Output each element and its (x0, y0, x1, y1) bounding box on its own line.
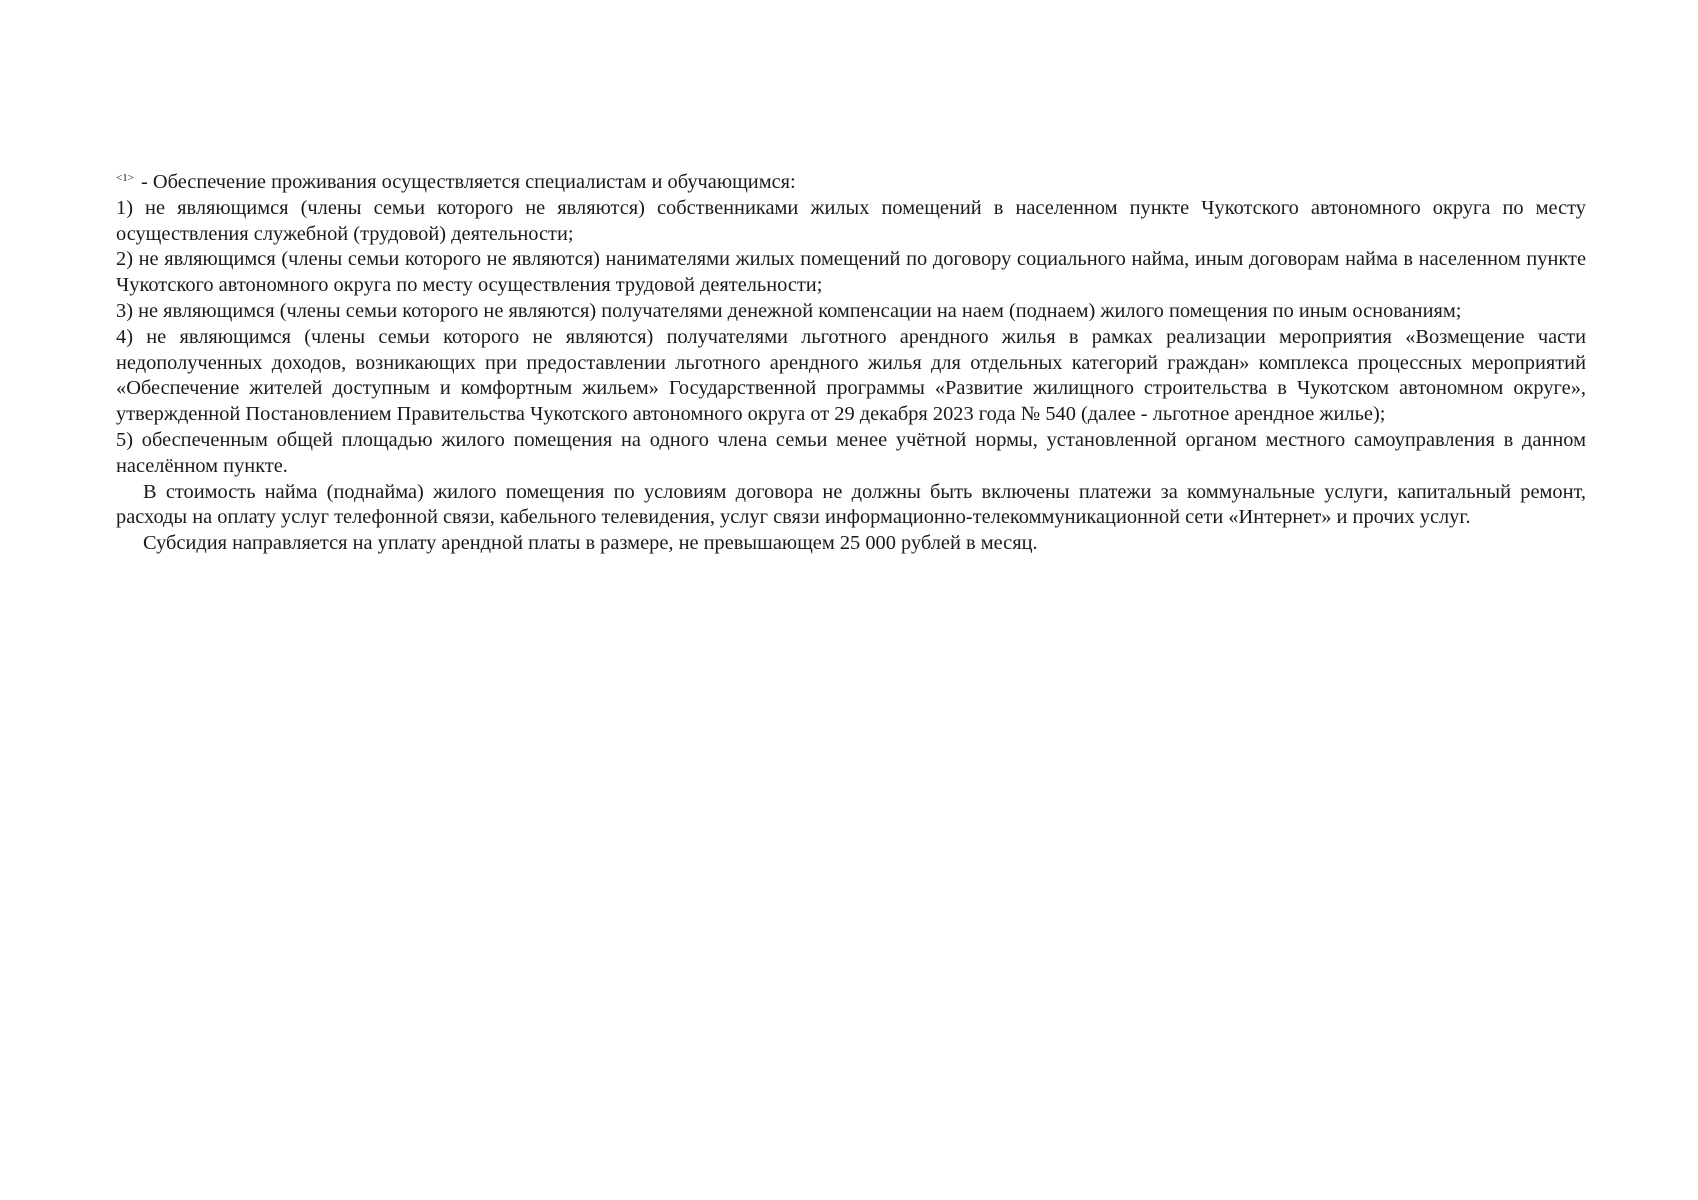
list-item-4: 4) не являющимся (члены семьи которого не являются) получателями льготного арендного жилья в рамках реализации мероприятия «Возмещение части недополученных доходов, возникающих при предоставлении льготного арендного жилья для отдельных категорий граждан» комплекса процессных мероприятий «Обеспечение жителей доступным и комфортным жильем» Государственной программы «Развитие жилищного строительства в Чукотском автономном округе», утвержденной Постановлением Правительства Чукотского автономного округа от 29 декабря 2023 года № 540 (далее - льготное арендное жилье); (116, 325, 1586, 426)
list-item-5: 5) обеспеченным общей площадью жилого помещения на одного члена семьи менее учётной нормы, установленной органом местного самоуправления в данном населённом пункте. (116, 428, 1586, 477)
footnote-mark: <1> (116, 172, 134, 184)
list-item-1: 1) не являющимся (члены семьи которого не являются) собственниками жилых помещений в населенном пункте Чукотского автономного округа по месту осуществления служебной (трудовой) деятельности; (116, 196, 1586, 245)
footnote-intro-text: - Обеспечение проживания осуществляется специалистам и обучающимся: (135, 171, 796, 193)
paragraph-subsidy: Субсидия направляется на уплату арендной платы в размере, не превышающем 25 000 рублей в месяц. (143, 532, 1038, 555)
paragraph-cost: В стоимость найма (поднайма) жилого помещения по условиям договора не должны быть включены платежи за коммунальные услуги, капитальный ремонт, расходы на оплату услуг телефонной связи, кабельного телевидения, услуг связи информационно-телекоммуникационной сети «Интернет» и прочих услуг. (116, 480, 1586, 529)
list-item-3: 3) не являющимся (члены семьи которого не являются) получателями денежной компенсации на наем (поднаем) жилого помещения по иным основаниям; (116, 299, 1462, 322)
footnote-intro (116, 170, 1586, 196)
document-page (116, 170, 1586, 557)
list-item-2: 2) не являющимся (члены семьи которого не являются) нанимателями жилых помещений по договору социального найма, иным договорам найма в населенном пункте Чукотского автономного округа по месту осуществления трудовой деятельности; (116, 248, 1586, 297)
